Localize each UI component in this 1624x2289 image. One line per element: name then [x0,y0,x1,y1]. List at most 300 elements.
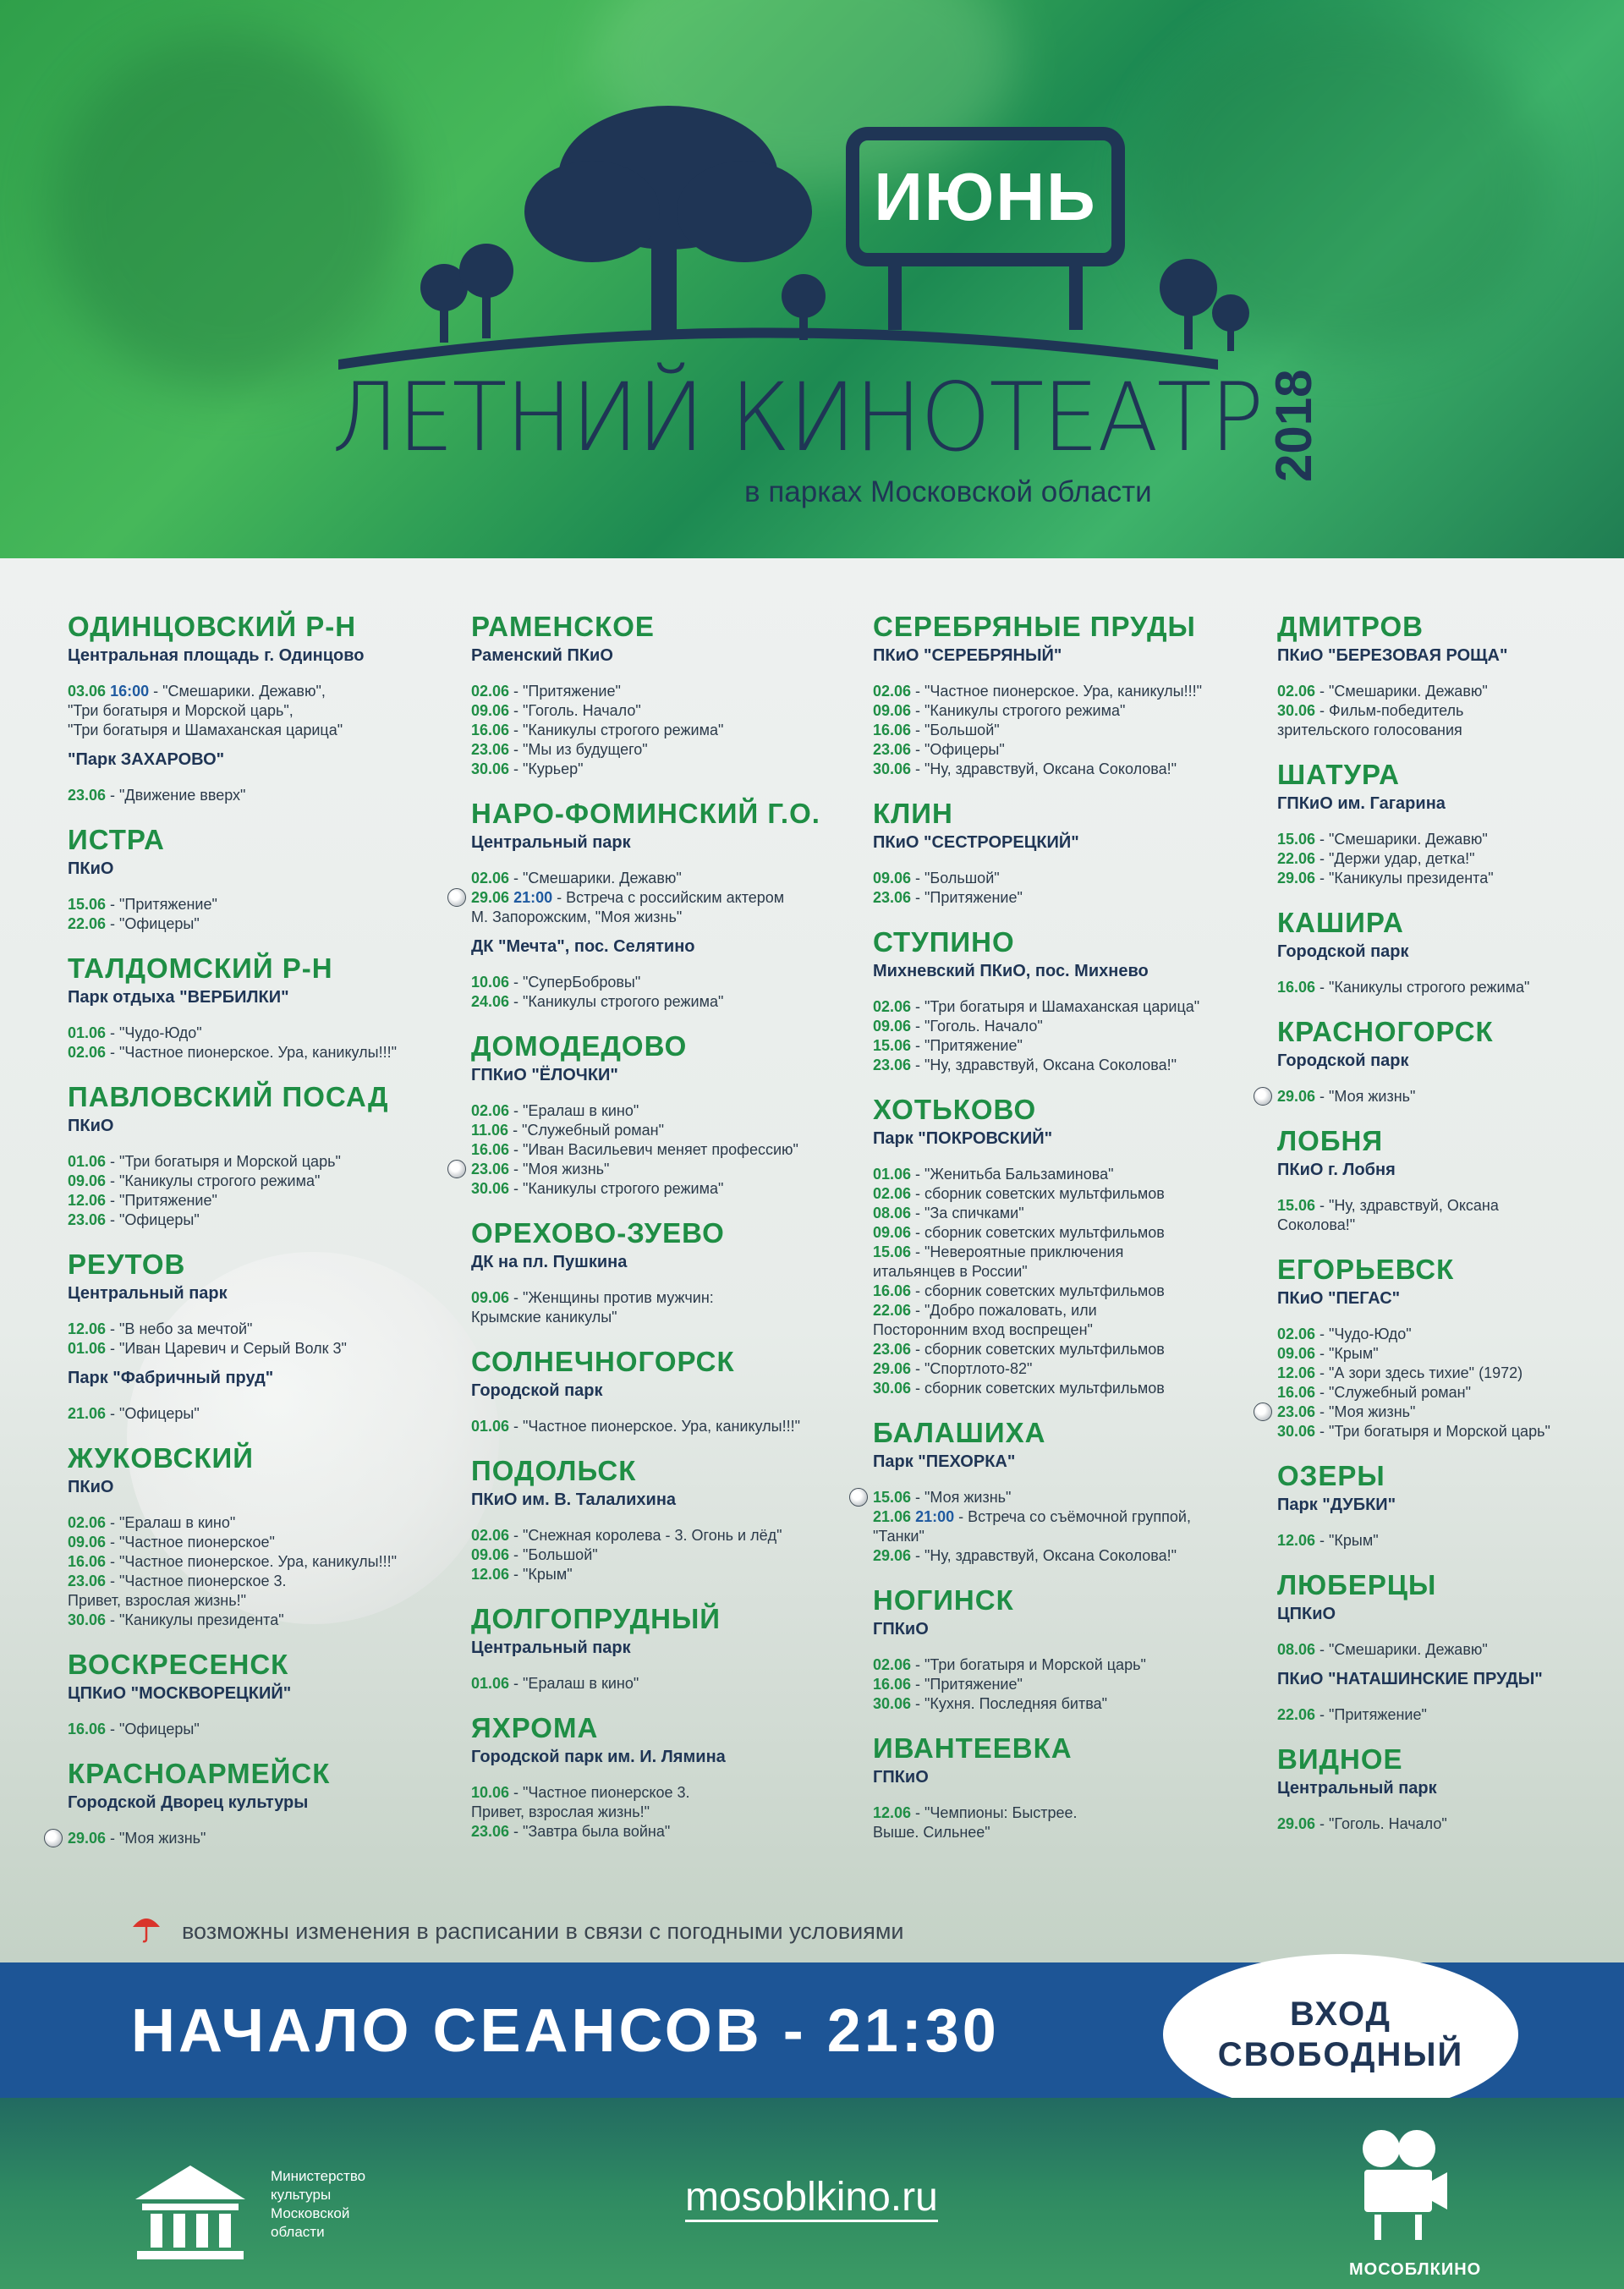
venue-name: ЦПКиО [1277,1605,1336,1623]
venue-entry [471,1029,860,1199]
film-title: - "Кухня. Последняя битва" [911,1695,1107,1712]
screening-line [873,1204,1262,1223]
venue-name: ГПКиО [873,1768,929,1787]
screening-date: 23.06 [873,1057,912,1073]
screening-line [873,1184,1262,1204]
free-entry-line1: ВХОД [1289,1995,1392,2033]
screening-date: 02.06 [68,1044,107,1061]
screening-line [68,1611,457,1630]
film-title: - "Каникулы строгого режима" [509,993,724,1010]
screening-line [873,1340,1262,1359]
venue-entry [1277,905,1624,997]
screening-line [68,682,457,701]
screening-line [1277,1814,1624,1834]
venue-name: Городской парк [471,1381,603,1400]
free-entry-line2: СВОБОДНЫЙ [1217,2036,1464,2073]
screening-date: 02.06 [873,1185,912,1202]
film-title: - "В небо за мечтой" [106,1320,253,1337]
venue-name: ПКиО "ПЕГАС" [1277,1289,1401,1308]
screening-date: 01.06 [471,1675,510,1692]
venue-name: Парк "ПОКРОВСКИЙ" [873,1129,1053,1148]
film-title: - "Моя жизнь" [1315,1403,1416,1420]
film-title: - "Крым" [1315,1345,1379,1362]
city-name: ШАТУРА [1277,759,1400,790]
screening-date: 09.06 [68,1172,107,1189]
screening-line [471,888,860,908]
venue-name: ПКиО [68,859,114,878]
screening-date: 29.06 [873,1547,912,1564]
screening-date: 24.06 [471,993,510,1010]
screening-date: 12.06 [471,1566,510,1583]
screening-date: 29.06 [1277,1088,1316,1105]
screening-date: 30.06 [873,1380,912,1397]
city-name: СТУПИНО [873,926,1015,958]
screening-line [1277,1196,1624,1216]
screening-date: 15.06 [1277,831,1316,848]
city-name: КРАСНОГОРСК [1277,1016,1494,1047]
screening-line [471,1565,860,1584]
venue-entry [68,951,457,1062]
film-title: - "Большой" [911,870,1000,887]
film-title: - "Ну, здравствуй, Оксана Соколова!" [911,1547,1177,1564]
screening-date: 03.06 [68,683,107,700]
film-title: - "Частное пионерское" [106,1534,275,1551]
screening-line [471,760,860,779]
screening-line [68,1404,457,1424]
screening-line [68,1320,457,1339]
screening-date: 23.06 [1277,1403,1316,1420]
film-title: - "Чемпионы: Быстрее. [911,1804,1078,1821]
film-title: - "Три богатыря и Морской царь" [1315,1423,1550,1440]
film-title: - сборник советских мультфильмов [911,1185,1165,1202]
venue-entry [471,609,860,779]
film-title: - "Каникулы президента" [1315,870,1494,887]
screening-time: 21:00 [513,889,553,906]
film-title: - "Женщины против мужчин: [509,1289,714,1306]
screening-line [68,1720,457,1739]
film-title: - "Гоголь. Начало" [509,702,641,719]
screening-date: 29.06 [1277,1815,1316,1832]
screening-line [1277,1216,1624,1235]
film-title: - "Ну, здравствуй, Оксана Соколова!" [911,1057,1177,1073]
poster-subtitle: в парках Московской области [744,475,1152,508]
screening-line [873,1223,1262,1243]
film-title: - "Смешарики. Дежавю", [149,683,326,700]
screening-line [471,1121,860,1140]
screening-date: 01.06 [68,1024,107,1041]
film-title: - "Моя жизнь" [509,1161,610,1177]
screening-line [873,1165,1262,1184]
film-title: - "Притяжение" [911,1037,1023,1054]
screening-date: 23.06 [873,1341,912,1358]
film-title: - "Гоголь. Начало" [1315,1815,1447,1832]
film-title: - "Каникулы строгого режима" [509,1180,724,1197]
screening-date: 23.06 [68,1211,107,1228]
screening-line [471,1783,860,1803]
venue-entry [68,609,457,805]
screening-line [873,1507,1262,1527]
film-title: "Танки" [873,1528,924,1545]
venue-entry [68,1441,457,1630]
screening-date: 29.06 [68,1830,107,1847]
screening-line [68,1591,457,1611]
screening-line [873,1243,1262,1262]
screening-line [873,701,1262,721]
city-name: ОРЕХОВО-ЗУЕВО [471,1217,725,1249]
film-title: - "Притяжение" [1315,1706,1427,1723]
screening-date: 23.06 [471,1161,510,1177]
screening-date: 30.06 [1277,702,1316,719]
venue-name: Парк "ДУБКИ" [1277,1496,1396,1514]
venue-entry [873,925,1262,1075]
screening-date: 29.06 [471,889,510,906]
venue-entry [1277,1014,1624,1106]
venue-name: ПКиО им. В. Талалихина [471,1490,677,1509]
session-start-text: НАЧАЛО СЕАНСОВ - 21:30 [131,1997,1000,2065]
screening-date: 02.06 [873,683,912,700]
screening-line [873,1694,1262,1714]
film-title: - Встреча со съёмочной группой, [954,1508,1191,1525]
film-camera-icon [1349,2123,1451,2242]
screening-line [68,1533,457,1552]
screening-date: 30.06 [471,1180,510,1197]
screening-date: 11.06 [471,1122,509,1139]
film-title: - "Добро пожаловать, или [911,1302,1097,1319]
venue-entry [1277,1458,1624,1551]
football-icon [447,1160,466,1178]
screening-line [68,1572,457,1591]
venue-name: ПКиО [68,1478,114,1496]
screening-date: 12.06 [68,1192,107,1209]
screening-line [873,1017,1262,1036]
film-title: - "Частное пионерское 3. [106,1573,287,1589]
screening-date: 15.06 [873,1489,912,1506]
screening-date: 16.06 [1277,979,1316,996]
screening-date: 02.06 [471,1102,510,1119]
city-name: ЖУКОВСКИЙ [68,1442,254,1474]
screening-date: 16.06 [873,1676,912,1693]
film-title: - "Частное пионерское. Ура, каникулы!!!" [509,1418,800,1435]
screening-line [1277,1531,1624,1551]
screening-line [471,701,860,721]
city-name: СЕРЕБРЯНЫЕ ПРУДЫ [873,611,1196,642]
screening-line [873,1823,1262,1842]
schedule-column-3 [873,609,1262,1859]
film-title: - "Смешарики. Дежавю" [1315,1641,1488,1658]
screening-date: 23.06 [68,1573,107,1589]
city-name: СОЛНЕЧНОГОРСК [471,1346,735,1377]
film-title: - "Снежная королева - 3. Огонь и лёд" [509,1527,782,1544]
screening-line [873,1675,1262,1694]
city-name: ПОДОЛЬСК [471,1455,637,1486]
city-name: ДМИТРОВ [1277,611,1424,642]
city-name: ЕГОРЬЕВСК [1277,1254,1455,1285]
film-title: - "Женитьба Бальзаминова" [911,1166,1114,1183]
screening-date: 16.06 [471,722,510,738]
screening-line [1277,1364,1624,1383]
venue-name: Раменский ПКиО [471,646,613,665]
venue-entry [873,609,1262,779]
poster-title: ЛЕТНИЙ КИНОТЕАТР [332,362,1263,473]
screening-date: 21.06 [873,1508,912,1525]
venue-entry [873,1092,1262,1398]
screening-date: 21.06 [68,1405,107,1422]
screening-line [471,1822,860,1842]
film-title: - "А зори здесь тихие" (1972) [1315,1364,1523,1381]
football-icon [447,888,466,907]
screening-date: 09.06 [1277,1345,1316,1362]
screening-line [873,740,1262,760]
screening-date: 16.06 [873,1282,912,1299]
film-title: - "СуперБобровы" [509,974,641,991]
screening-line [873,1488,1262,1507]
film-title: Привет, взрослая жизнь!" [68,1592,246,1609]
screening-line [471,1545,860,1565]
venue-name: ЦПКиО "МОСКВОРЕЦКИЙ" [68,1684,292,1703]
venue-entry [1277,1252,1624,1441]
screening-date: 30.06 [1277,1423,1316,1440]
screening-date: 02.06 [68,1514,107,1531]
film-title: "Три богатыря и Шамаханская царица" [68,722,343,738]
film-title: - "Три богатыря и Шамаханская царица" [911,998,1200,1015]
venue-entry [68,1247,457,1424]
ministry-name: Министерство культуры Московской области [271,2168,366,2240]
schedule-column-2 [471,609,860,1858]
screening-date: 15.06 [1277,1197,1316,1214]
screening-line [1277,721,1624,740]
screening-date: 30.06 [68,1611,107,1628]
venue-name: ДК на пл. Пушкина [471,1253,628,1271]
screening-line [873,760,1262,779]
film-title: зрительского голосования [1277,722,1462,738]
screening-date: 02.06 [1277,683,1316,700]
film-title: М. Запорожским, "Моя жизнь" [471,908,683,925]
film-title: - "Офицеры" [106,915,200,932]
screening-date: 29.06 [873,1360,912,1377]
venue-name: Городской Дворец культуры [68,1793,309,1812]
screening-line [1277,1705,1624,1725]
city-name: РЕУТОВ [68,1249,186,1280]
film-title: - "Три богатыря и Морской царь" [106,1153,341,1170]
screening-line [1277,701,1624,721]
venue-name: ПКиО "НАТАШИНСКИЕ ПРУДЫ" [1277,1670,1543,1688]
screening-line [471,682,860,701]
screening-line [1277,978,1624,997]
screening-line [471,1417,860,1436]
screening-date: 10.06 [471,974,510,991]
screening-time: 16:00 [110,683,150,700]
screening-line [873,1527,1262,1546]
film-title: - "Большой" [509,1546,598,1563]
venue-entry [68,822,457,934]
film-title: - "Три богатыря и Морской царь" [911,1656,1146,1673]
screening-line [873,1036,1262,1056]
city-name: ОЗЕРЫ [1277,1460,1385,1491]
screening-line [873,1803,1262,1823]
year-label: 2018 [1265,369,1322,482]
screening-line [68,914,457,934]
screening-date: 02.06 [471,683,510,700]
football-icon [1254,1087,1272,1106]
venue-name: Парк "ПЕХОРКА" [873,1452,1016,1471]
screening-line [873,682,1262,701]
city-name: НОГИНСК [873,1584,1014,1616]
screening-date: 02.06 [873,1656,912,1673]
football-icon [1254,1402,1272,1421]
poster-header [0,0,1624,558]
venue-entry [68,1756,457,1848]
film-title: - "Спортлото-82" [911,1360,1033,1377]
city-name: ЛОБНЯ [1277,1125,1384,1156]
screening-date: 09.06 [471,1546,510,1563]
screening-date: 10.06 [471,1784,510,1801]
screening-date: 02.06 [1277,1326,1316,1342]
screening-date: 16.06 [68,1721,107,1737]
screening-line [873,997,1262,1017]
city-name: НАРО-ФОМИНСКИЙ Г.О. [471,798,820,829]
screening-line [873,1282,1262,1301]
venue-name: Центральный парк [1277,1779,1437,1798]
city-name: ДОМОДЕДОВО [471,1030,688,1062]
month-screen [846,127,1125,266]
venue-name: Центральный парк [68,1284,228,1303]
film-title: - "Крым" [509,1566,573,1583]
film-title: - сборник советских мультфильмов [911,1224,1165,1241]
film-title: - "Смешарики. Дежавю" [1315,831,1488,848]
film-title: Соколова!" [1277,1216,1356,1233]
film-title: - "Притяжение" [106,1192,217,1209]
screening-date: 16.06 [1277,1384,1316,1401]
venue-name: ГПКиО им. Гагарина [1277,794,1446,813]
venue-name: Городской парк им. И. Лямина [471,1748,726,1766]
venue-entry [1277,757,1624,888]
umbrella-icon [131,1913,162,1944]
film-title: - "Частное пионерское. Ура, каникулы!!!" [106,1553,397,1570]
screening-date: 01.06 [68,1153,107,1170]
screening-line [471,1308,860,1327]
screening-line [471,1803,860,1822]
city-name: ОДИНЦОВСКИЙ Р-Н [68,611,357,642]
screening-line [1277,1087,1624,1106]
screening-line [873,1301,1262,1320]
screening-date: 30.06 [471,760,510,777]
film-title: - "Частное пионерское. Ура, каникулы!!!" [106,1044,397,1061]
screening-line [471,869,860,888]
screening-date: 01.06 [68,1340,107,1357]
film-title: - "За спичками" [911,1205,1024,1221]
weather-notice: возможны изменения в расписании в связи с погодными условиями [182,1918,904,1944]
screening-line [471,1179,860,1199]
ministry-building-icon [127,2161,254,2263]
screening-date: 30.06 [873,760,912,777]
screening-line [1277,830,1624,849]
venue-entry [68,1647,457,1739]
city-name: ЛЮБЕРЦЫ [1277,1569,1437,1600]
film-title: - "Ну, здравствуй, Оксана Соколова!" [911,760,1177,777]
website-link[interactable]: mosoblkino.ru [685,2175,938,2220]
football-icon [849,1488,868,1507]
film-title: - "Офицеры" [911,741,1005,758]
venue-name: Центральный парк [471,1639,631,1657]
screening-line [1277,1640,1624,1660]
screening-line [1277,1402,1624,1422]
venue-name: ПКиО [68,1117,114,1135]
screening-line [68,721,457,740]
screening-line [68,1172,457,1191]
screening-line [68,1024,457,1043]
city-name: ДОЛГОПРУДНЫЙ [471,1603,721,1634]
screening-line [471,908,860,927]
screening-date: 23.06 [471,741,510,758]
venue-name: ПКиО г. Лобня [1277,1161,1396,1179]
film-title: - "Ералаш в кино" [509,1102,639,1119]
screening-date: 12.06 [1277,1532,1316,1549]
venue-entry [471,1453,860,1584]
screening-line [873,1655,1262,1675]
film-title: - "Каникулы президента" [106,1611,284,1628]
film-title: - "Притяжение" [911,1676,1023,1693]
screening-date: 12.06 [68,1320,107,1337]
screening-line [471,740,860,760]
film-title: - "Ералаш в кино" [106,1514,236,1531]
year-label-box [1231,364,1349,482]
venue-entry [873,1583,1262,1714]
venue-name: ДК "Мечта", пос. Селятино [471,937,695,956]
film-title: - "Моя жизнь" [106,1830,206,1847]
venue-name: ГПКиО [873,1620,929,1639]
film-title: итальянцев в России" [873,1263,1028,1280]
screening-line [1277,1325,1624,1344]
screening-line [471,1160,860,1179]
screening-date: 15.06 [873,1037,912,1054]
venue-entry [471,796,860,1012]
screening-date: 02.06 [471,1527,510,1544]
free-entry-badge [1163,1954,1518,2115]
film-title: - "Каникулы строгого режима" [106,1172,321,1189]
film-title: - "Притяжение" [509,683,621,700]
film-title: - "Притяжение" [911,889,1023,906]
city-name: КАШИРА [1277,907,1404,938]
screening-line [471,721,860,740]
venue-entry [68,1079,457,1230]
film-title: Привет, взрослая жизнь!" [471,1803,650,1820]
screening-line [873,1379,1262,1398]
film-title: - "Каникулы строгого режима" [509,722,724,738]
screening-line [471,1101,860,1121]
film-title: - "Ну, здравствуй, Оксана [1315,1197,1499,1214]
screening-date: 12.06 [873,1804,912,1821]
film-title: - сборник советских мультфильмов [911,1282,1165,1299]
screening-date: 16.06 [471,1141,510,1158]
screening-date: 08.06 [873,1205,912,1221]
venue-name: Городской парк [1277,1051,1409,1070]
screening-date: 09.06 [873,1224,912,1241]
film-title: - "Завтра была война" [509,1823,671,1840]
film-title: - "Большой" [911,722,1000,738]
screening-date: 23.06 [873,889,912,906]
film-title: - "Иван Васильевич меняет профессию" [509,1141,798,1158]
screening-line [68,1152,457,1172]
film-title: "Три богатыря и Морской царь", [68,702,294,719]
screening-date: 23.06 [873,741,912,758]
screening-date: 23.06 [68,787,107,804]
venue-entry [1277,609,1624,740]
screening-line [1277,1344,1624,1364]
venue-name: Парк отдыха "ВЕРБИЛКИ" [68,988,289,1007]
screening-line [68,1191,457,1210]
screening-line [471,1674,860,1693]
screening-date: 15.06 [68,896,107,913]
